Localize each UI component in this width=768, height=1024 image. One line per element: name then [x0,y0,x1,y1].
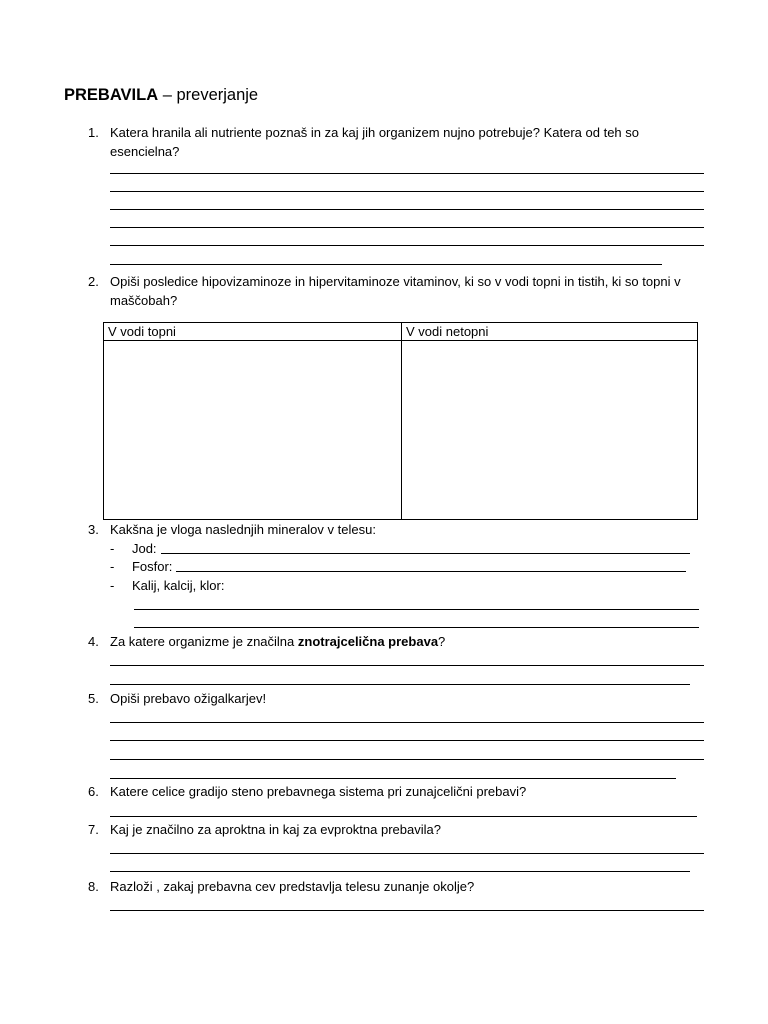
title-rest: – preverjanje [158,86,259,104]
bullet-dash: - [110,559,115,574]
question-number: 5. [88,691,99,706]
answer-line[interactable] [110,816,697,817]
answer-line[interactable] [176,571,686,572]
answer-line[interactable] [110,759,704,760]
answer-line[interactable] [110,871,690,872]
question-text: Za katere organizme je značilna znotrajcelična prebava? [110,634,446,649]
mineral-label: Jod: [131,541,157,556]
question-text: Katere celice gradijo steno prebavnega sistema pri zunajcelični prebavi? [110,784,527,799]
answer-line[interactable] [110,740,704,741]
answer-line[interactable] [110,245,704,246]
question-text: Kakšna je vloga naslednjih mineralov v telesu: [110,522,376,537]
question-number: 4. [88,634,99,649]
mineral-item-kalij [110,576,224,595]
answer-line[interactable] [134,627,699,628]
answer-line[interactable] [110,191,704,192]
answer-line[interactable] [110,684,690,685]
answer-line[interactable] [110,209,704,210]
question-number: 8. [88,879,99,894]
mineral-item-jod [110,539,157,558]
answer-line[interactable] [110,722,704,723]
answer-line[interactable] [110,227,704,228]
question-number: 6. [88,784,99,799]
question-text: Opiši prebavo ožigalkarjev! [110,691,267,706]
question-text: Razloži , zakaj prebavna cev predstavlja telesu zunanje okolje? [110,879,475,894]
question-number: 1. [88,125,99,140]
table-header-fat-soluble: V vodi netopni [402,323,698,341]
answer-line[interactable] [161,553,690,554]
mineral-label: Fosfor: [131,559,173,574]
question-text: Katera hranila ali nutriente poznaš in za kaj jih organizem nujno potrebuje? Katera od teh so esencielna? [110,125,640,159]
answer-line[interactable] [110,665,704,666]
answer-line[interactable] [110,853,704,854]
page-title [64,86,258,105]
emphasis-intracellular: znotrajcelična prebava [297,634,439,649]
table-cell-water-soluble[interactable] [104,341,402,520]
answer-line[interactable] [110,264,662,265]
answer-line[interactable] [110,173,704,174]
bullet-dash: - [110,578,115,593]
question-number: 2. [88,274,99,289]
question-number: 3. [88,522,99,537]
mineral-item-fosfor [110,557,172,576]
mineral-label: Kalij, kalcij, klor: [131,578,225,593]
answer-line[interactable] [110,778,676,779]
bullet-dash: - [110,541,115,556]
question-number: 7. [88,822,99,837]
question-text: Opiši posledice hipovizaminoze in hipervitaminoze vitaminov, ki so v vodi topni in tistih, ki so topni v maščobah? [110,274,681,308]
table-header-water-soluble: V vodi topni [104,323,402,341]
answer-line[interactable] [134,609,699,610]
table-cell-fat-soluble[interactable] [402,341,698,520]
vitamin-table [103,322,698,520]
title-bold: PREBAVILA [64,86,159,104]
answer-line[interactable] [110,910,704,911]
question-text: Kaj je značilno za aproktna in kaj za evproktna prebavila? [110,822,441,837]
